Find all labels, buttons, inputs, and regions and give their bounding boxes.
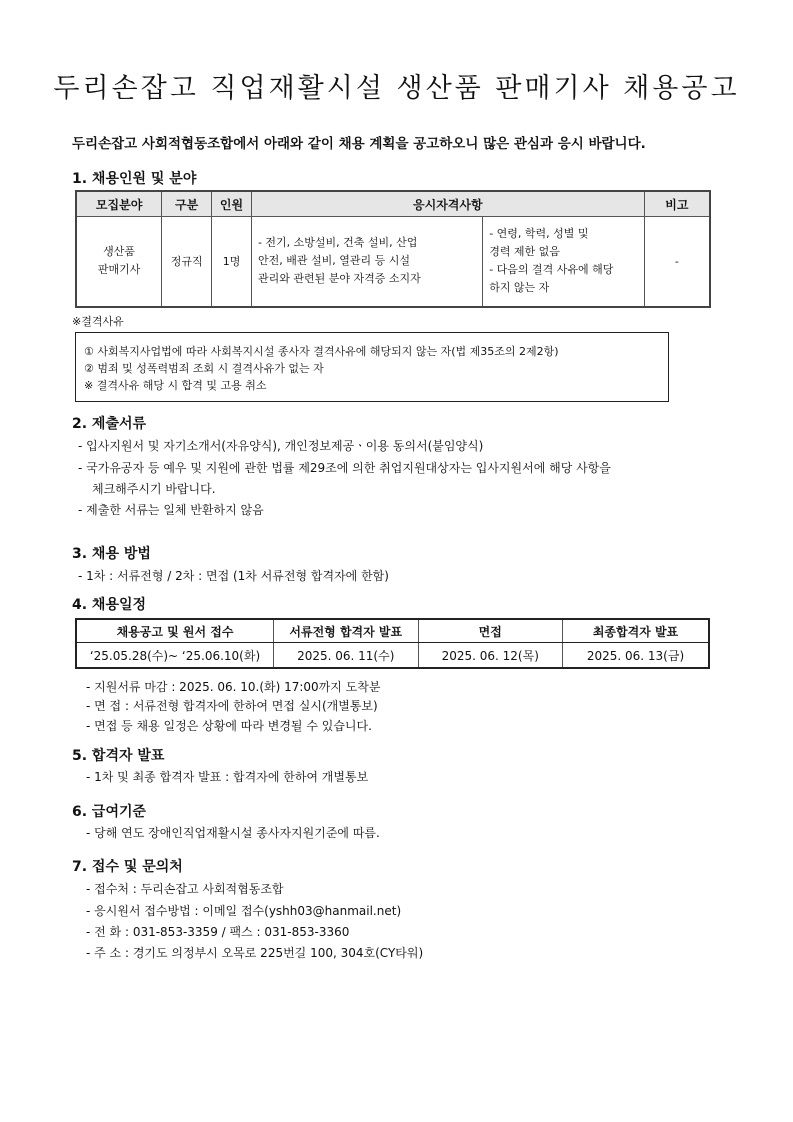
- recruitment-table: [75, 190, 711, 308]
- section-7-heading: 7. 접수 및 문의처: [72, 859, 183, 875]
- section-2-line: - 입사지원서 및 자기소개서(자유양식), 개인정보제공ㆍ이용 동의서(붙임양식): [78, 439, 484, 453]
- schedule-value: 2025. 06. 11(수): [274, 643, 419, 669]
- disqualification-item: ① 사회복지사업법에 따라 사회복지시설 종사자 결격사유에 해당되지 않는 자(법 제35조의 2제2항): [84, 345, 559, 358]
- section-6-heading: 6. 급여기준: [72, 804, 147, 820]
- schedule-value: 2025. 06. 12(목): [418, 643, 563, 669]
- section-2-line: - 제출한 서류는 일체 반환하지 않음: [78, 503, 264, 517]
- col-header-note: 비고: [644, 191, 710, 217]
- document-title: 두리손잡고 직업재활시설 생산품 판매기사 채용공고: [53, 73, 740, 104]
- schedule-table: [75, 618, 710, 669]
- col-header-type: 구분: [162, 191, 212, 217]
- section-7-line: - 주 소 : 경기도 의정부시 오목로 225번길 100, 304호(CY타워): [86, 946, 424, 960]
- table-header-row: [76, 191, 710, 217]
- section-2-heading: 2. 제출서류: [72, 416, 147, 432]
- schedule-header: 채용공고 및 원서 접수: [76, 619, 274, 643]
- schedule-header-row: [76, 619, 709, 643]
- cell-count: 1명: [212, 217, 252, 307]
- cell-note: -: [644, 217, 710, 307]
- schedule-header: 최종합격자 발표: [563, 619, 710, 643]
- cell-type: 정규직: [162, 217, 212, 307]
- section-5-heading: 5. 합격자 발표: [72, 748, 165, 764]
- table-row: [76, 217, 710, 307]
- section-7-line: - 접수처 : 두리손잡고 사회적협동조합: [86, 882, 284, 896]
- section-2-line: 체크해주시기 바랍니다.: [92, 482, 216, 496]
- col-header-field: 모집분야: [76, 191, 162, 217]
- schedule-header: 서류전형 합격자 발표: [274, 619, 419, 643]
- schedule-value: ‘25.05.28(수)~ ‘25.06.10(화): [76, 643, 274, 669]
- disqualification-label: ※결격사유: [72, 315, 124, 328]
- section-4-line: - 지원서류 마감 : 2025. 06. 10.(화) 17:00까지 도착분: [86, 680, 381, 694]
- schedule-value-row: [76, 643, 709, 669]
- section-7-line: - 응시원서 접수방법 : 이메일 접수(yshh03@hanmail.net): [86, 904, 402, 918]
- section-1-heading: 1. 채용인원 및 분야: [72, 171, 197, 187]
- section-3-line: - 1차 : 서류전형 / 2차 : 면접 (1차 서류전형 합격자에 한함): [78, 569, 389, 583]
- disqualification-box: [75, 332, 669, 402]
- section-4-line: - 면접 등 채용 일정은 상황에 따라 변경될 수 있습니다.: [86, 719, 372, 733]
- col-header-qualification: 응시자격사항: [251, 191, 644, 217]
- intro-text: 두리손잡고 사회적협동조합에서 아래와 같이 채용 계획을 공고하오니 많은 관심과 응시 바랍니다.: [72, 136, 646, 152]
- cell-field: 생산품 판매기사: [76, 217, 162, 307]
- section-2-line: - 국가유공자 등 예우 및 지원에 관한 법률 제29조에 의한 취업지원대상자는 입사지원서에 해당 사항을: [78, 461, 611, 475]
- section-7-line: - 전 화 : 031-853-3359 / 팩스 : 031-853-3360: [86, 925, 350, 939]
- cell-qualification-b: - 연령, 학력, 성별 및 경력 제한 없음 - 다음의 결격 사유에 해당 하지 않는 자: [483, 217, 644, 307]
- disqualification-item: ② 범죄 및 성폭력범죄 조회 시 결격사유가 없는 자: [84, 362, 324, 375]
- section-5-line: - 1차 및 최종 합격자 발표 : 합격자에 한하여 개별통보: [86, 770, 369, 784]
- disqualification-item: ※ 결격사유 해당 시 합격 및 고용 취소: [84, 379, 267, 392]
- section-3-heading: 3. 채용 방법: [72, 546, 151, 562]
- col-header-count: 인원: [212, 191, 252, 217]
- section-4-heading: 4. 채용일정: [72, 597, 147, 613]
- cell-qualification-a: - 전기, 소방설비, 건축 설비, 산업 안전, 배관 설비, 열관리 등 시설 관리와 관련된 분야 자격증 소지자: [251, 217, 482, 307]
- section-6-line: - 당해 연도 장애인직업재활시설 종사자지원기준에 따름.: [86, 826, 380, 840]
- schedule-value: 2025. 06. 13(금): [563, 643, 710, 669]
- section-4-line: - 면 접 : 서류전형 합격자에 한하여 면접 실시(개별통보): [86, 699, 378, 713]
- schedule-header: 면접: [418, 619, 563, 643]
